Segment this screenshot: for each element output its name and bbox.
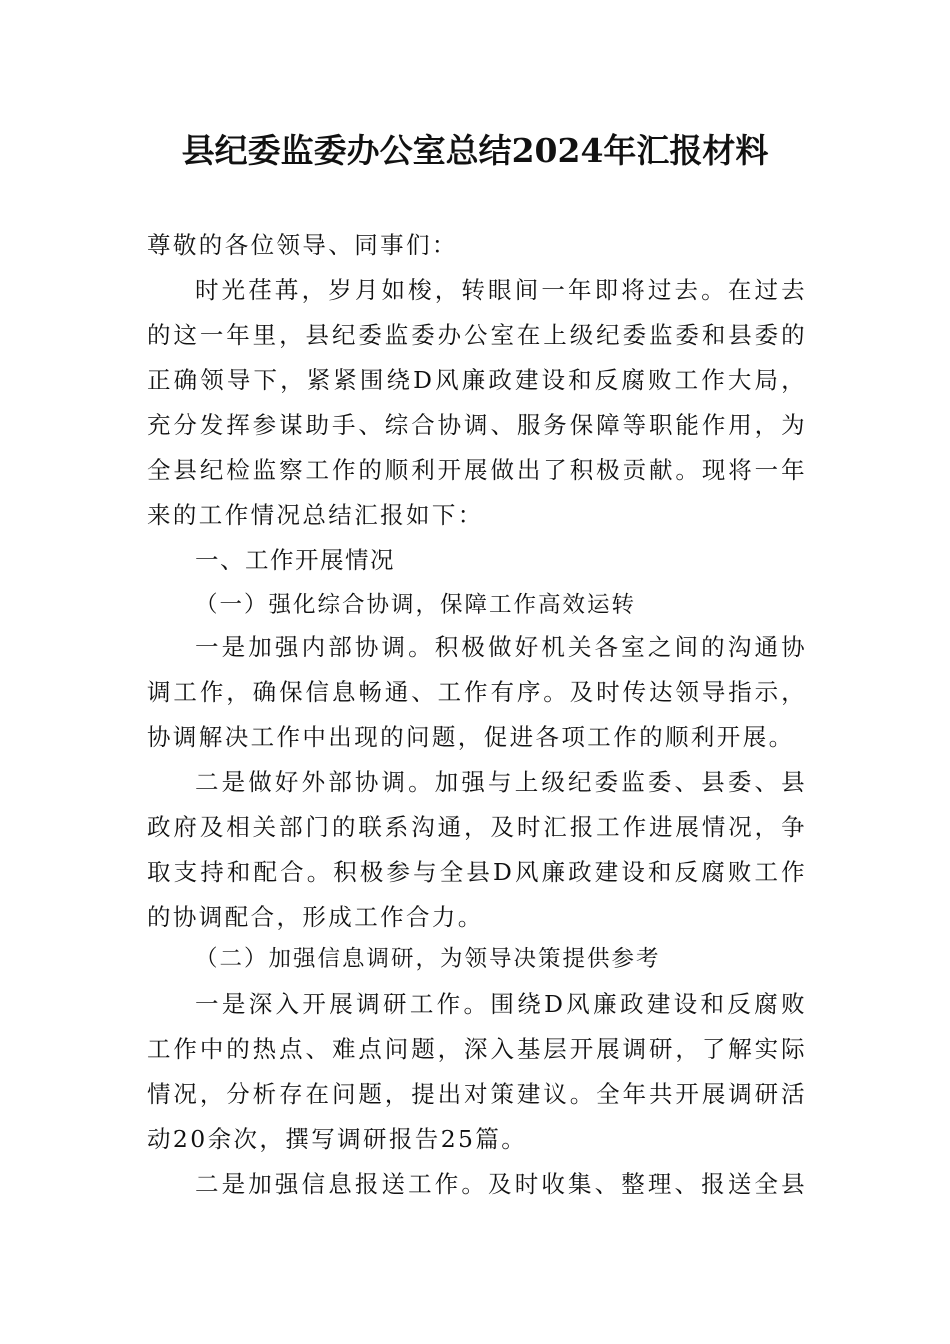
intro-line: 全县纪检监察工作的顺利开展做出了积极贡献。现将一年 [147,456,807,484]
paragraph-line: 调工作，确保信息畅通、工作有序。及时传达领导指示， [147,678,807,706]
subsection-heading: （二）加强信息调研，为领导决策提供参考 [195,946,661,972]
paragraph-line: 取支持和配合。积极参与全县D风廉政建设和反腐败工作 [147,858,807,886]
paragraph-line: 情况，分析存在问题，提出对策建议。全年共开展调研活 [147,1080,807,1108]
intro-line: 的这一年里，县纪委监委办公室在上级纪委监委和县委的 [147,321,807,349]
intro-line: 正确领导下，紧紧围绕D风廉政建设和反腐败工作大局， [147,366,807,394]
paragraph-line: 动20余次，撰写调研报告25篇。 [147,1125,528,1153]
document-title: 县纪委监委办公室总结2024年汇报材料 [181,131,769,170]
subsection-heading: （一）强化综合协调，保障工作高效运转 [195,592,637,618]
intro-line: 来的工作情况总结汇报如下： [147,501,484,529]
paragraph-line: 一是深入开展调研工作。围绕D风廉政建设和反腐败 [195,990,807,1018]
paragraph-line: 二是做好外部协调。加强与上级纪委监委、县委、县 [195,768,807,796]
paragraph-line: 协调解决工作中出现的问题，促进各项工作的顺利开展。 [147,723,795,751]
salutation: 尊敬的各位领导、同事们： [147,231,458,259]
paragraph-line: 一是加强内部协调。积极做好机关各室之间的沟通协 [195,633,807,661]
paragraph-line: 二是加强信息报送工作。及时收集、整理、报送全县 [195,1170,807,1198]
paragraph-line: 的协调配合，形成工作合力。 [147,903,484,931]
intro-line: 充分发挥参谋助手、综合协调、服务保障等职能作用，为 [147,411,807,439]
intro-line: 时光荏苒，岁月如梭，转眼间一年即将过去。在过去 [195,276,807,304]
paragraph-line: 政府及相关部门的联系沟通，及时汇报工作进展情况，争 [147,813,807,841]
section-heading: 一、工作开展情况 [195,546,395,574]
paragraph-line: 工作中的热点、难点问题，深入基层开展调研，了解实际 [147,1035,807,1063]
